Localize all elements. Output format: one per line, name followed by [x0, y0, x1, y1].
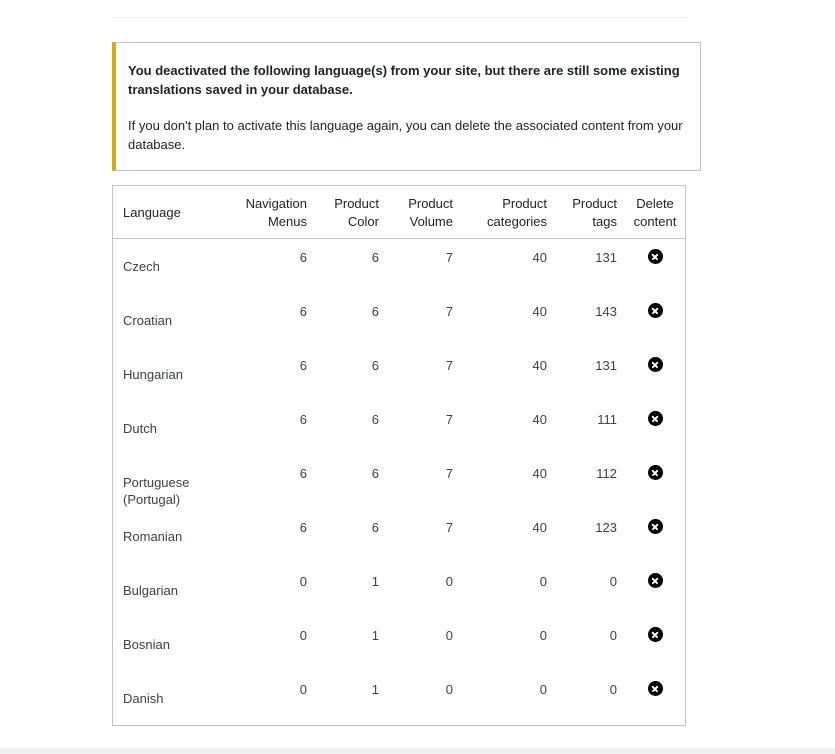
cell-product-color: 1 — [371, 574, 379, 589]
cell-delete-content — [625, 509, 685, 563]
cell-product-volume: 0 — [445, 682, 453, 697]
cell-delete-content — [625, 671, 685, 725]
cell-language: Portuguese (Portugal) — [123, 475, 190, 507]
cell-delete-content — [625, 617, 685, 671]
cell-product-volume: 7 — [445, 412, 453, 427]
table-row — [113, 239, 685, 294]
notice-body: If you don't plan to activate this language again, you can delete the associated content from your database. — [128, 118, 683, 152]
table-row — [113, 671, 685, 725]
cell-product-categories: 40 — [532, 520, 547, 535]
cell-language: Croatian — [123, 313, 173, 328]
delete-content-icon[interactable] — [648, 519, 663, 534]
delete-content-icon[interactable] — [648, 465, 663, 480]
translations-table — [113, 186, 685, 725]
table-row — [113, 455, 685, 509]
cell-product-volume: 7 — [445, 520, 453, 535]
header-language: Language — [113, 186, 227, 239]
cell-product-categories: 0 — [539, 682, 547, 697]
notice-title: You deactivated the following language(s) from your site, but there are still some existing translations saved in your database. — [128, 63, 680, 97]
cell-product-tags: 0 — [609, 682, 617, 697]
cell-product-categories: 40 — [532, 466, 547, 481]
cell-language: Romanian — [123, 529, 183, 544]
cell-product-tags: 131 — [595, 358, 617, 373]
cell-delete-content — [625, 239, 685, 294]
cell-navigation-menus: 0 — [299, 574, 307, 589]
warning-notice — [112, 42, 701, 171]
delete-content-icon[interactable] — [648, 303, 663, 318]
delete-content-icon[interactable] — [648, 627, 663, 642]
delete-content-icon[interactable] — [648, 681, 663, 696]
cell-navigation-menus: 6 — [299, 412, 307, 427]
cell-product-color: 6 — [371, 250, 379, 265]
cell-delete-content — [625, 401, 685, 455]
table-row — [113, 347, 685, 401]
delete-content-icon[interactable] — [648, 357, 663, 372]
header-product-volume: Product Volume — [387, 186, 461, 239]
table-row — [113, 401, 685, 455]
cell-delete-content — [625, 293, 685, 347]
cell-language: Bulgarian — [123, 583, 178, 598]
cell-product-color: 6 — [371, 358, 379, 373]
cell-product-volume: 7 — [445, 466, 453, 481]
header-navigation-menus: Navigation Menus — [227, 186, 315, 239]
cell-product-tags: 111 — [597, 412, 617, 427]
cell-delete-content — [625, 563, 685, 617]
cell-language: Czech — [123, 259, 160, 274]
header-product-color: Product Color — [315, 186, 387, 239]
cell-product-tags: 112 — [596, 466, 617, 481]
cell-product-tags: 143 — [595, 304, 617, 319]
cell-product-categories: 40 — [532, 358, 547, 373]
delete-content-icon[interactable] — [648, 411, 663, 426]
delete-content-icon[interactable] — [648, 249, 663, 264]
cell-product-volume: 7 — [445, 358, 453, 373]
cell-product-volume: 0 — [445, 574, 453, 589]
cell-language: Danish — [123, 691, 164, 706]
cell-navigation-menus: 6 — [299, 304, 307, 319]
table-row — [113, 617, 685, 671]
cell-navigation-menus: 6 — [299, 520, 307, 535]
table-row — [113, 509, 685, 563]
delete-content-icon[interactable] — [648, 573, 663, 588]
cell-product-color: 6 — [371, 304, 379, 319]
cell-language: Dutch — [123, 421, 157, 436]
cell-navigation-menus: 6 — [299, 466, 307, 481]
cell-language: Bosnian — [123, 637, 170, 652]
cell-product-color: 6 — [371, 466, 379, 481]
header-product-categories: Product categories — [461, 186, 555, 239]
cell-product-categories: 40 — [532, 412, 547, 427]
cell-product-tags: 0 — [609, 628, 617, 643]
cell-product-color: 6 — [371, 412, 379, 427]
cell-product-volume: 0 — [445, 628, 453, 643]
cell-navigation-menus: 6 — [299, 250, 307, 265]
cell-language: Hungarian — [123, 367, 183, 382]
table-row — [113, 563, 685, 617]
top-divider — [112, 17, 686, 18]
header-product-tags: Product tags — [555, 186, 625, 239]
cell-product-categories: 40 — [532, 250, 547, 265]
cell-product-color: 1 — [371, 682, 379, 697]
cell-product-tags: 123 — [595, 520, 617, 535]
cell-delete-content — [625, 455, 685, 509]
cell-product-tags: 0 — [609, 574, 617, 589]
cell-product-volume: 7 — [445, 250, 453, 265]
table-header-row — [113, 186, 685, 239]
cell-navigation-menus: 0 — [299, 682, 307, 697]
cell-navigation-menus: 0 — [299, 628, 307, 643]
header-delete-content: Delete content — [625, 186, 685, 239]
cell-product-volume: 7 — [445, 304, 453, 319]
cell-delete-content — [625, 347, 685, 401]
translations-table-wrapper — [112, 185, 686, 726]
cell-product-categories: 0 — [539, 628, 547, 643]
cell-product-color: 6 — [371, 520, 379, 535]
cell-navigation-menus: 6 — [299, 358, 307, 373]
table-row — [113, 293, 685, 347]
cell-product-tags: 131 — [595, 250, 617, 265]
cell-product-categories: 0 — [539, 574, 547, 589]
cell-product-categories: 40 — [532, 304, 547, 319]
cell-product-color: 1 — [371, 628, 379, 643]
bottom-bar — [0, 748, 835, 754]
